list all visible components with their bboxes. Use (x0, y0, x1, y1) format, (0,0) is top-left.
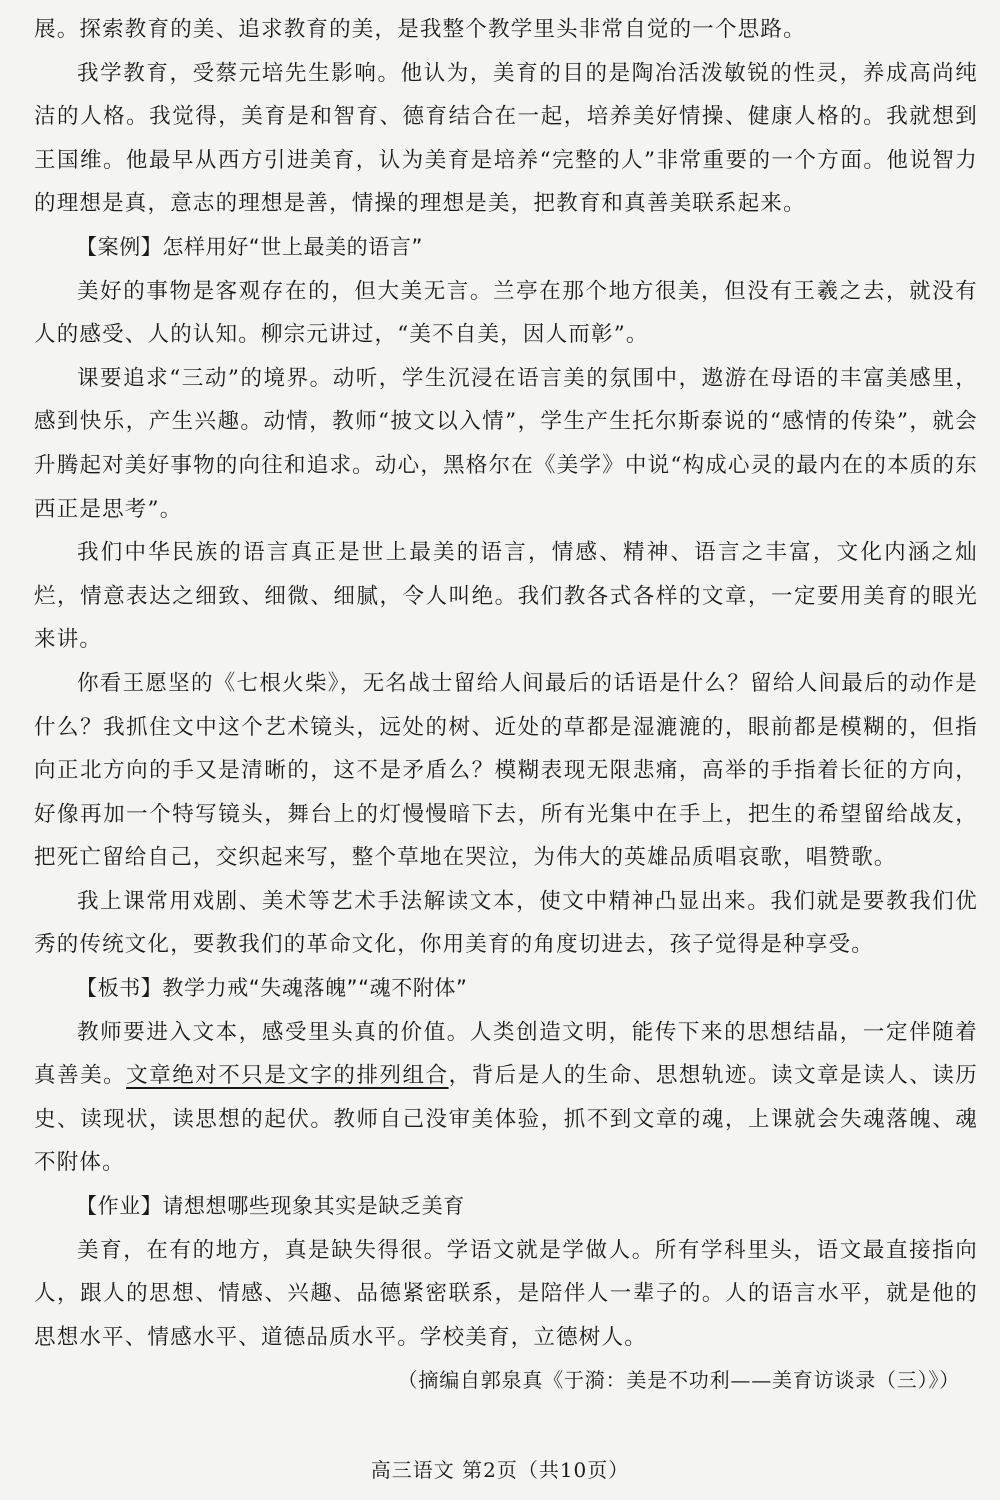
paragraph-case-1: 美好的事物是客观存在的，但大美无言。兰亭在那个地方很美，但没有王羲之去，就没有人的感受、人的认知。柳宗元讲过，“美不自美，因人而彰”。 (34, 278, 978, 348)
page-footer: 高三语文 第2页（共10页） (370, 1458, 630, 1482)
paragraph-case-3: 我们中华民族的语言真正是世上最美的语言，情感、精神、语言之丰富，文化内涵之灿烂，情意表达之细致、细微、细腻，令人叫绝。我们教各式各样的文章，一定要用美育的眼光来讲。 (34, 540, 978, 653)
source-citation: （摘编自郭泉真《于漪：美是不功利——美育访谈录（三）》） (397, 1368, 960, 1393)
paragraph-intro-continued: 展。探索教育的美、追求教育的美，是我整个教学里头非常自觉的一个思路。 (34, 17, 806, 42)
board-text-part-b: ，背后是人的生命、思想轨迹。读文章是读人、读历史、读现状，读思想的起伏。教师自己没审美体验，抓不到文章的魂，上课就会失魂落魄、魂不附体。 (34, 1063, 978, 1176)
paragraph-case-2: 课要追求“三动”的境界。动听，学生沉浸在语言美的氛围中，遨游在母语的丰富美感里，感到快乐，产生兴趣。动情，教师“披文以入情”，学生产生托尔斯泰说的“感情的传染”，就会升腾起对美好事物的向往和追求。动心，黑格尔在《美学》中说“构成心灵的最内在的本质的东西正是思考”。 (34, 365, 978, 522)
paragraph-board-1 (34, 1011, 978, 1185)
paragraph-case-5: 我上课常用戏剧、美术等艺术手法解读文本，使文中精神凸显出来。我们就是要教我们优秀的传统文化，要教我们的革命文化，你用美育的角度切进去，孩子觉得是种享受。 (34, 888, 978, 958)
section-heading-homework: 【作业】请想想哪些现象其实是缺乏美育 (76, 1194, 465, 1219)
paragraph-case-4: 你看王愿坚的《七根火柴》，无名战士留给人间最后的话语是什么？留给人间最后的动作是什么？我抓住文中这个艺术镜头，远处的树、近处的草都是湿漉漉的，眼前都是模糊的，但指向正北方向的手又是清晰的，这不是矛盾么？模糊表现无限悲痛，高举的手指着长征的方向，好像再加一个特写镜头，舞台上的灯慢慢暗下去，所有光集中在手上，把生的希望留给战友，把死亡留给自己，交织起来写，整个草地在哭泣，为伟大的英雄品质唱哀歌，唱赞歌。 (34, 670, 978, 871)
section-heading-case: 【案例】怎样用好“世上最美的语言” (76, 234, 423, 259)
section-heading-board: 【板书】教学力戒“失魂落魄”“魂不附体” (76, 976, 468, 1001)
paragraph-cai-yuanpei: 我学教育，受蔡元培先生影响。他认为，美育的目的是陶冶活泼敏锐的性灵，养成高尚纯洁的人格。我觉得，美育是和智育、德育结合在一起，培养美好情操、健康人格的。我就想到王国维。他最早从西方引进美育，认为美育是培养“完整的人”非常重要的一个方面。他说智力的理想是真，意志的理想是善，情操的理想是美，把教育和真善美联系起来。 (34, 60, 978, 217)
board-text-part-a: 教师要进入文本，感受里头真的价值。人类创造文明，能传下来的思想结晶，一定伴随着真善美。 (34, 1019, 978, 1089)
underlined-sentence: 文章绝对不只是文字的排列组合 (126, 1063, 449, 1089)
paragraph-homework-1: 美育，在有的地方，真是缺失得很。学语文就是学做人。所有学科里头，语文最直接指向人，跟人的思想、情感、兴趣、品德紧密联系，是陪伴人一辈子的。人的语言水平，就是他的思想水平、情感水平、道德品质水平。学校美育，立德树人。 (34, 1237, 978, 1350)
